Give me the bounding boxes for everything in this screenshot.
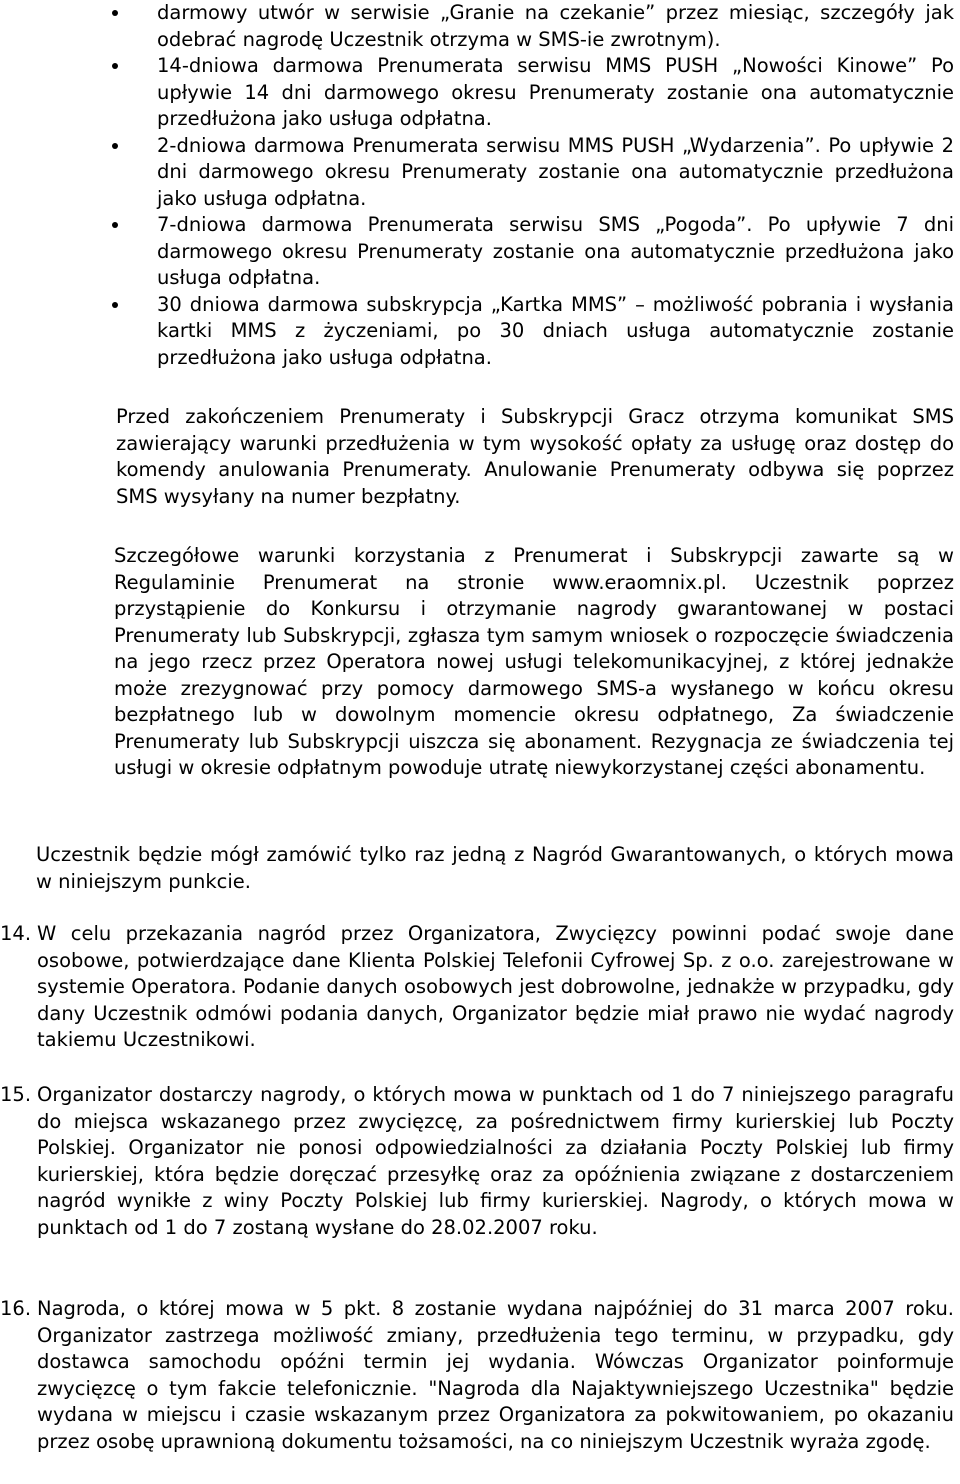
paragraph-detailed-terms: Szczegółowe warunki korzystania z Prenumerat i Subskrypcji zawarte są w Regulaminie Prenumerat na stronie www.eraomnix.pl. Uczestnik poprzez przystąpienie do Konkursu i otrzymanie nagrody gwarantowanej w postaci Prenumeraty lub Subskrypcji, zgłasza tym samym wniosek o rozpoczęcie świadczenia na jego rzecz przez Operatora nowej usługi telekomunikacyjnej, z której jednakże może zrezygnować przy pomocy darmowego SMS-a wysłanego w końcu okresu bezpłatnego lub w dowolnym momencie okresu odpłatnego, Za świadczenie Prenumeraty lub Subskrypcji uiszcza się abonament. Rezygnacja ze świadczenia tej usługi w okresie odpłatnym powoduje utratę niewykorzystanej części abonamentu. xyxy=(114,544,954,779)
bullet-text: 14-dniowa darmowa Prenumerata serwisu MMS PUSH „Nowości Kinowe” Po upływie 14 dni darmowego okresu Prenumeraty zostanie ona automatycznie przedłużona jako usługa odpłatna. xyxy=(157,54,954,130)
bullet-icon xyxy=(112,222,118,228)
paragraph-one-prize-limit: Uczestnik będzie mógł zamówić tylko raz jedną z Nagród Gwarantowanych, o których mowa w niniejszym punkcie. xyxy=(36,843,954,893)
point-text: W celu przekazania nagród przez Organizatora, Zwycięzcy powinni podać swoje dane osobowe, potwierdzające dane Klienta Polskiej Telefonii Cyfrowej Sp. z o.o. zarejestrowane w systemie Operatora. Podanie danych osobowych jest dobrowolne, jednakże w przypadku, gdy dany Uczestnik odmówi podania danych, Organizator będzie miał prawo nie wydać nagrody takiemu Uczestnikowi. xyxy=(37,922,954,1051)
point-number: 15. xyxy=(0,1083,32,1106)
bullet-item xyxy=(0,212,960,292)
numbered-point-15 xyxy=(0,1082,954,1241)
prize-bullet-list xyxy=(0,0,960,371)
bullet-icon xyxy=(112,302,118,308)
bullet-text: 7-dniowa darmowa Prenumerata serwisu SMS „Pogoda”. Po upływie 7 dni darmowego okresu Prenumeraty zostanie ona automatycznie przedłużona jako usługa odpłatna. xyxy=(157,213,954,289)
numbered-point-16 xyxy=(0,1296,954,1455)
bullet-item xyxy=(0,0,960,53)
numbered-point-14 xyxy=(0,921,954,1054)
bullet-icon xyxy=(112,143,118,149)
point-text: Organizator dostarczy nagrody, o których mowa w punktach od 1 do 7 niniejszego paragrafu do miejsca wskazanego przez zwycięzcę, za pośrednictwem firmy kurierskiej lub Poczty Polskiej. Organizator nie ponosi odpowiedzialności za działania Poczty Polskiej lub firmy kurierskiej, która będzie doręczać przesyłkę oraz za opóźnienia związane z dostarczeniem nagród wynikłe z winy Poczty Polskiej lub firmy kurierskiej. Nagrody, o których mowa w punktach od 1 do 7 zostaną wysłane do 28.02.2007 roku. xyxy=(37,1083,954,1239)
point-number: 14. xyxy=(0,922,32,945)
bullet-text: 2-dniowa darmowa Prenumerata serwisu MMS PUSH „Wydarzenia”. Po upływie 2 dni darmowego okresu Prenumeraty zostanie ona automatycznie przedłużona jako usługa odpłatna. xyxy=(157,133,954,210)
bullet-text: darmowy utwór w serwisie „Granie na czekanie” przez miesiąc, szczegóły jak odebrać nagrodę Uczestnik otrzyma w SMS-ie zwrotnym). xyxy=(157,1,954,51)
bullet-text: 30 dniowa darmowa subskrypcja „Kartka MMS” – możliwość pobrania i wysłania kartki MMS z życzeniami, po 30 dniach usługa automatycznie zostanie przedłużona jako usługa odpłatna. xyxy=(157,292,954,369)
bullet-icon xyxy=(112,10,118,16)
bullet-item xyxy=(0,133,960,213)
paragraph-subscription-end: Przed zakończeniem Prenumeraty i Subskrypcji Gracz otrzyma komunikat SMS zawierający warunki przedłużenia w tym wysokość opłaty za usługę oraz dostęp do komendy anulowania Prenumeraty. Anulowanie Prenumeraty odbywa się poprzez SMS wysyłany na numer bezpłatny. xyxy=(116,405,954,508)
bullet-icon xyxy=(112,63,118,69)
point-number: 16. xyxy=(0,1297,32,1320)
bullet-item xyxy=(0,53,960,133)
point-text: Nagroda, o której mowa w 5 pkt. 8 zostanie wydana najpóźniej do 31 marca 2007 roku. Organizator zastrzega możliwość zmiany, przedłużenia tego terminu, w przypadku, gdy dostawca samochodu opóźni termin jej wydania. Wówczas Organizator poinformuje zwycięzcę o tym fakcie telefonicznie. "Nagroda dla Najaktywniejszego Uczestnika" będzie wydana w miejscu i czasie wskazanym przez Organizatora za pokwitowaniem, po okazaniu przez osobę uprawnioną dokumentu tożsamości, na co niniejszym Uczestnik wyraża zgodę. xyxy=(37,1297,954,1453)
bullet-item xyxy=(0,292,960,372)
